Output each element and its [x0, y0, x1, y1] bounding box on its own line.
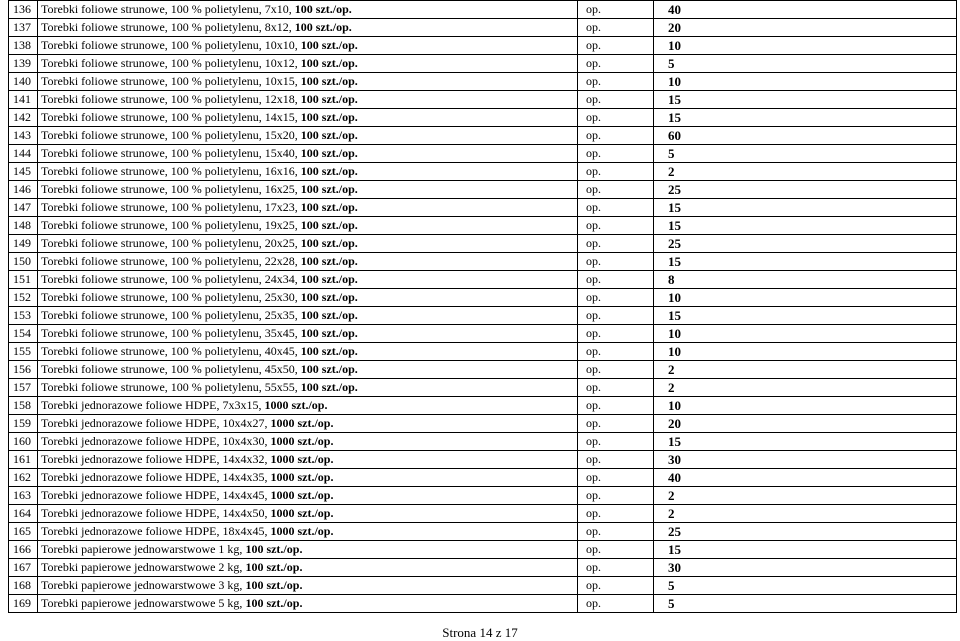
item-quantity: 10 [654, 37, 957, 55]
item-description [38, 73, 578, 91]
item-quantity: 40 [654, 1, 957, 19]
item-quantity: 2 [654, 505, 957, 523]
item-description [38, 325, 578, 343]
row-number: 147 [9, 199, 38, 217]
row-number: 148 [9, 217, 38, 235]
table-row [9, 523, 957, 541]
item-package-size: 100 szt./op. [300, 38, 358, 52]
table-row [9, 73, 957, 91]
item-quantity: 25 [654, 523, 957, 541]
item-unit: op. [578, 433, 654, 451]
item-description-text: Torebki jednorazowe foliowe HDPE, 18x4x45, [41, 524, 271, 538]
table-row [9, 541, 957, 559]
item-unit: op. [578, 541, 654, 559]
item-description [38, 523, 578, 541]
row-number: 154 [9, 325, 38, 343]
item-quantity: 10 [654, 73, 957, 91]
row-number: 165 [9, 523, 38, 541]
item-description [38, 505, 578, 523]
item-package-size: 100 szt./op. [300, 182, 358, 196]
item-description-text: Torebki foliowe strunowe, 100 % polietylenu, 45x50, [41, 362, 301, 376]
item-quantity: 20 [654, 19, 957, 37]
row-number: 161 [9, 451, 38, 469]
item-description-text: Torebki foliowe strunowe, 100 % polietylenu, 35x45, [41, 326, 301, 340]
row-number: 151 [9, 271, 38, 289]
item-unit: op. [578, 127, 654, 145]
item-unit: op. [578, 379, 654, 397]
table-row [9, 595, 957, 613]
table-row [9, 505, 957, 523]
item-description-text: Torebki jednorazowe foliowe HDPE, 10x4x27, [41, 416, 271, 430]
item-package-size: 100 szt./op. [300, 218, 358, 232]
item-quantity: 5 [654, 595, 957, 613]
item-description-text: Torebki foliowe strunowe, 100 % polietylenu, 19x25, [41, 218, 301, 232]
item-package-size: 100 szt./op. [300, 290, 358, 304]
item-description-text: Torebki jednorazowe foliowe HDPE, 14x4x32, [41, 452, 271, 466]
item-description-text: Torebki foliowe strunowe, 100 % polietylenu, 7x10, [41, 2, 295, 16]
item-description [38, 433, 578, 451]
row-number: 157 [9, 379, 38, 397]
item-description [38, 199, 578, 217]
row-number: 167 [9, 559, 38, 577]
item-description [38, 289, 578, 307]
items-table-body [9, 1, 957, 613]
row-number: 169 [9, 595, 38, 613]
item-unit: op. [578, 37, 654, 55]
row-number: 166 [9, 541, 38, 559]
table-row [9, 163, 957, 181]
item-description-text: Torebki foliowe strunowe, 100 % polietylenu, 55x55, [41, 380, 301, 394]
item-description-text: Torebki jednorazowe foliowe HDPE, 14x4x45, [41, 488, 271, 502]
table-row [9, 1, 957, 19]
item-package-size: 100 szt./op. [245, 596, 303, 610]
row-number: 160 [9, 433, 38, 451]
items-table [8, 0, 957, 613]
item-description-text: Torebki jednorazowe foliowe HDPE, 14x4x35, [41, 470, 271, 484]
item-unit: op. [578, 559, 654, 577]
item-description-text: Torebki foliowe strunowe, 100 % polietylenu, 15x20, [41, 128, 301, 142]
item-unit: op. [578, 289, 654, 307]
item-unit: op. [578, 397, 654, 415]
item-description-text: Torebki foliowe strunowe, 100 % polietylenu, 16x16, [41, 164, 301, 178]
item-quantity: 25 [654, 181, 957, 199]
item-package-size: 100 szt./op. [300, 56, 358, 70]
item-description [38, 19, 578, 37]
table-row [9, 235, 957, 253]
item-package-size: 100 szt./op. [300, 236, 358, 250]
item-description [38, 253, 578, 271]
item-quantity: 15 [654, 433, 957, 451]
item-description-text: Torebki jednorazowe foliowe HDPE, 14x4x50, [41, 506, 271, 520]
item-unit: op. [578, 577, 654, 595]
row-number: 146 [9, 181, 38, 199]
item-quantity: 15 [654, 217, 957, 235]
item-package-size: 1000 szt./op. [270, 416, 334, 430]
item-quantity: 8 [654, 271, 957, 289]
item-description-text: Torebki foliowe strunowe, 100 % polietylenu, 17x23, [41, 200, 301, 214]
table-row [9, 415, 957, 433]
item-description [38, 1, 578, 19]
item-description [38, 37, 578, 55]
item-unit: op. [578, 343, 654, 361]
table-row [9, 433, 957, 451]
item-package-size: 100 szt./op. [300, 308, 358, 322]
table-row [9, 469, 957, 487]
row-number: 162 [9, 469, 38, 487]
item-package-size: 100 szt./op. [300, 272, 358, 286]
table-row [9, 577, 957, 595]
item-package-size: 100 szt./op. [245, 542, 303, 556]
item-unit: op. [578, 73, 654, 91]
item-package-size: 100 szt./op. [300, 92, 358, 106]
row-number: 139 [9, 55, 38, 73]
item-package-size: 100 szt./op. [294, 2, 352, 16]
item-description-text: Torebki papierowe jednowarstwowe 1 kg, [41, 542, 246, 556]
item-quantity: 2 [654, 163, 957, 181]
table-row [9, 181, 957, 199]
item-description-text: Torebki foliowe strunowe, 100 % polietylenu, 22x28, [41, 254, 301, 268]
item-quantity: 2 [654, 379, 957, 397]
item-quantity: 15 [654, 109, 957, 127]
item-description-text: Torebki papierowe jednowarstwowe 3 kg, [41, 578, 246, 592]
item-description-text: Torebki foliowe strunowe, 100 % polietylenu, 20x25, [41, 236, 301, 250]
row-number: 159 [9, 415, 38, 433]
item-quantity: 10 [654, 289, 957, 307]
item-quantity: 15 [654, 199, 957, 217]
page-number: Strona 14 z 17 [442, 625, 518, 640]
item-description [38, 235, 578, 253]
item-quantity: 15 [654, 541, 957, 559]
item-package-size: 100 szt./op. [294, 20, 352, 34]
item-unit: op. [578, 595, 654, 613]
item-description-text: Torebki foliowe strunowe, 100 % polietylenu, 24x34, [41, 272, 301, 286]
item-unit: op. [578, 181, 654, 199]
row-number: 164 [9, 505, 38, 523]
table-row [9, 127, 957, 145]
item-description [38, 577, 578, 595]
item-unit: op. [578, 1, 654, 19]
item-description-text: Torebki foliowe strunowe, 100 % polietylenu, 25x30, [41, 290, 301, 304]
item-unit: op. [578, 451, 654, 469]
table-row [9, 487, 957, 505]
item-unit: op. [578, 19, 654, 37]
row-number: 143 [9, 127, 38, 145]
item-quantity: 15 [654, 91, 957, 109]
item-unit: op. [578, 55, 654, 73]
item-unit: op. [578, 253, 654, 271]
item-package-size: 1000 szt./op. [264, 398, 328, 412]
table-row [9, 145, 957, 163]
item-description-text: Torebki foliowe strunowe, 100 % polietylenu, 40x45, [41, 344, 301, 358]
item-unit: op. [578, 109, 654, 127]
table-row [9, 37, 957, 55]
item-unit: op. [578, 325, 654, 343]
item-description [38, 307, 578, 325]
item-package-size: 100 szt./op. [300, 164, 358, 178]
item-description [38, 181, 578, 199]
item-unit: op. [578, 199, 654, 217]
item-quantity: 25 [654, 235, 957, 253]
item-unit: op. [578, 217, 654, 235]
row-number: 137 [9, 19, 38, 37]
row-number: 145 [9, 163, 38, 181]
item-quantity: 30 [654, 559, 957, 577]
item-description-text: Torebki foliowe strunowe, 100 % polietylenu, 14x15, [41, 110, 301, 124]
item-description [38, 217, 578, 235]
item-description [38, 469, 578, 487]
row-number: 156 [9, 361, 38, 379]
item-description [38, 361, 578, 379]
table-row [9, 55, 957, 73]
item-description-text: Torebki foliowe strunowe, 100 % polietylenu, 10x15, [41, 74, 301, 88]
item-description [38, 451, 578, 469]
table-row [9, 19, 957, 37]
row-number: 163 [9, 487, 38, 505]
item-description-text: Torebki foliowe strunowe, 100 % polietylenu, 15x40, [41, 146, 301, 160]
item-package-size: 100 szt./op. [300, 110, 358, 124]
item-package-size: 100 szt./op. [300, 326, 358, 340]
item-unit: op. [578, 415, 654, 433]
item-unit: op. [578, 235, 654, 253]
table-row [9, 397, 957, 415]
item-package-size: 100 szt./op. [300, 380, 358, 394]
item-description-text: Torebki foliowe strunowe, 100 % polietylenu, 16x25, [41, 182, 301, 196]
item-package-size: 100 szt./op. [300, 362, 358, 376]
item-quantity: 5 [654, 145, 957, 163]
table-row [9, 253, 957, 271]
row-number: 168 [9, 577, 38, 595]
item-unit: op. [578, 523, 654, 541]
item-package-size: 100 szt./op. [300, 254, 358, 268]
item-quantity: 60 [654, 127, 957, 145]
row-number: 142 [9, 109, 38, 127]
row-number: 136 [9, 1, 38, 19]
table-row [9, 109, 957, 127]
item-package-size: 100 szt./op. [300, 200, 358, 214]
item-unit: op. [578, 145, 654, 163]
item-description [38, 397, 578, 415]
row-number: 158 [9, 397, 38, 415]
item-package-size: 100 szt./op. [245, 560, 303, 574]
row-number: 141 [9, 91, 38, 109]
table-row [9, 271, 957, 289]
item-description [38, 595, 578, 613]
item-quantity: 15 [654, 307, 957, 325]
table-row [9, 217, 957, 235]
table-row [9, 559, 957, 577]
item-description [38, 379, 578, 397]
item-package-size: 100 szt./op. [300, 344, 358, 358]
item-unit: op. [578, 505, 654, 523]
item-description-text: Torebki foliowe strunowe, 100 % polietylenu, 12x18, [41, 92, 301, 106]
item-unit: op. [578, 487, 654, 505]
item-description-text: Torebki jednorazowe foliowe HDPE, 10x4x30, [41, 434, 271, 448]
item-quantity: 20 [654, 415, 957, 433]
row-number: 153 [9, 307, 38, 325]
table-row [9, 451, 957, 469]
item-description [38, 109, 578, 127]
item-package-size: 100 szt./op. [300, 74, 358, 88]
item-quantity: 40 [654, 469, 957, 487]
item-description [38, 415, 578, 433]
row-number: 155 [9, 343, 38, 361]
item-quantity: 30 [654, 451, 957, 469]
item-description [38, 487, 578, 505]
item-package-size: 1000 szt./op. [270, 452, 334, 466]
item-description [38, 55, 578, 73]
item-unit: op. [578, 307, 654, 325]
item-description-text: Torebki jednorazowe foliowe HDPE, 7x3x15, [41, 398, 265, 412]
row-number: 150 [9, 253, 38, 271]
item-unit: op. [578, 271, 654, 289]
table-row [9, 343, 957, 361]
row-number: 152 [9, 289, 38, 307]
item-quantity: 10 [654, 325, 957, 343]
table-row [9, 307, 957, 325]
table-row [9, 91, 957, 109]
item-description [38, 271, 578, 289]
table-row [9, 289, 957, 307]
table-row [9, 379, 957, 397]
item-quantity: 10 [654, 343, 957, 361]
item-package-size: 1000 szt./op. [270, 488, 334, 502]
item-package-size: 1000 szt./op. [270, 434, 334, 448]
item-quantity: 5 [654, 55, 957, 73]
items-table-container [8, 0, 956, 613]
row-number: 144 [9, 145, 38, 163]
item-description-text: Torebki foliowe strunowe, 100 % polietylenu, 25x35, [41, 308, 301, 322]
item-quantity: 5 [654, 577, 957, 595]
item-unit: op. [578, 163, 654, 181]
item-description-text: Torebki foliowe strunowe, 100 % polietylenu, 10x12, [41, 56, 301, 70]
item-description [38, 145, 578, 163]
item-description-text: Torebki foliowe strunowe, 100 % polietylenu, 8x12, [41, 20, 295, 34]
item-package-size: 100 szt./op. [300, 128, 358, 142]
item-quantity: 2 [654, 487, 957, 505]
item-description-text: Torebki foliowe strunowe, 100 % polietylenu, 10x10, [41, 38, 301, 52]
item-package-size: 1000 szt./op. [270, 470, 334, 484]
item-description [38, 127, 578, 145]
table-row [9, 325, 957, 343]
row-number: 149 [9, 235, 38, 253]
item-package-size: 100 szt./op. [300, 146, 358, 160]
item-unit: op. [578, 361, 654, 379]
item-quantity: 10 [654, 397, 957, 415]
row-number: 138 [9, 37, 38, 55]
item-package-size: 1000 szt./op. [270, 506, 334, 520]
item-unit: op. [578, 469, 654, 487]
item-description [38, 343, 578, 361]
table-row [9, 199, 957, 217]
item-unit: op. [578, 91, 654, 109]
item-package-size: 1000 szt./op. [270, 524, 334, 538]
row-number: 140 [9, 73, 38, 91]
item-description [38, 91, 578, 109]
item-description-text: Torebki papierowe jednowarstwowe 5 kg, [41, 596, 246, 610]
item-quantity: 2 [654, 361, 957, 379]
item-description-text: Torebki papierowe jednowarstwowe 2 kg, [41, 560, 246, 574]
item-quantity: 15 [654, 253, 957, 271]
item-description [38, 559, 578, 577]
table-row [9, 361, 957, 379]
item-description [38, 163, 578, 181]
item-package-size: 100 szt./op. [245, 578, 303, 592]
item-description [38, 541, 578, 559]
